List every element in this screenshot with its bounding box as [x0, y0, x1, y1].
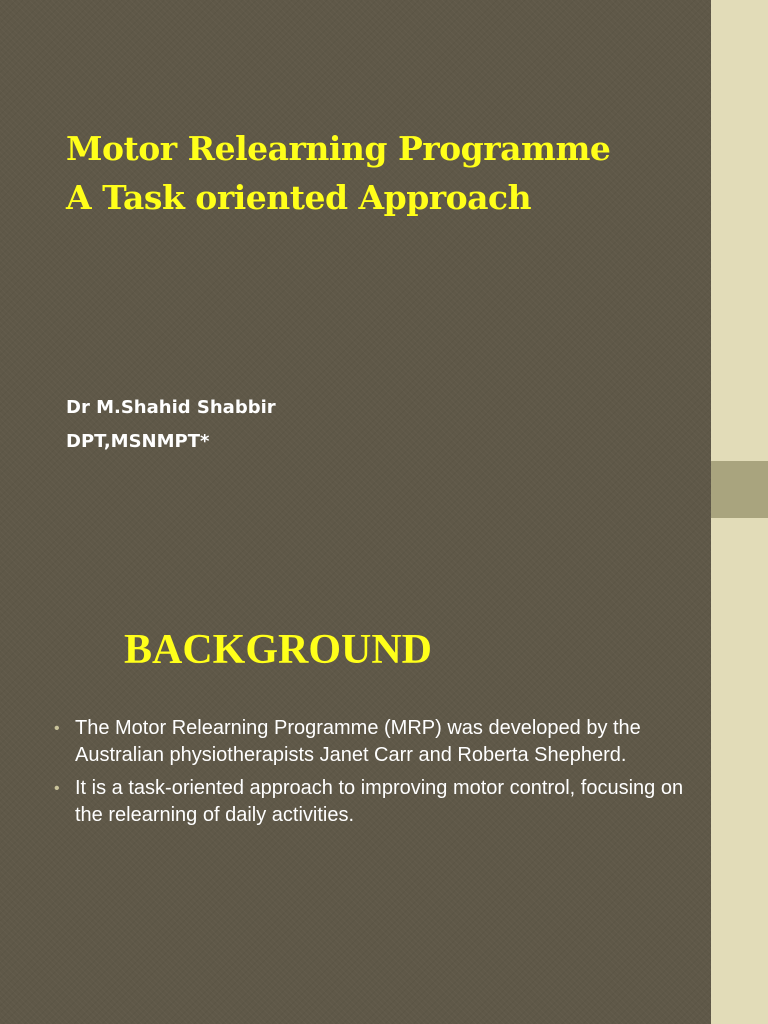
list-item — [54, 715, 684, 769]
section-heading: BACKGROUND — [124, 627, 433, 673]
author-block — [66, 391, 276, 459]
slide-title — [66, 124, 706, 222]
bullet-icon: • — [54, 720, 60, 737]
bullet-icon: • — [54, 780, 60, 797]
side-decoration-accent — [711, 461, 768, 518]
author-name: Dr M.Shahid Shabbir — [66, 397, 276, 418]
bullet-text: The Motor Relearning Programme (MRP) was developed by the Australian physiotherapists Janet Carr and Roberta Shepherd. — [75, 717, 641, 766]
bullet-text: It is a task-oriented approach to improving motor control, focusing on the relearning of daily activities. — [75, 777, 684, 826]
list-item — [54, 775, 684, 829]
author-credentials: DPT,MSNMPT* — [66, 431, 210, 452]
slide-title-line1: Motor Relearning Programme — [66, 129, 611, 168]
bullet-list — [54, 715, 684, 835]
slide-title-line2: A Task oriented Approach — [66, 178, 532, 217]
